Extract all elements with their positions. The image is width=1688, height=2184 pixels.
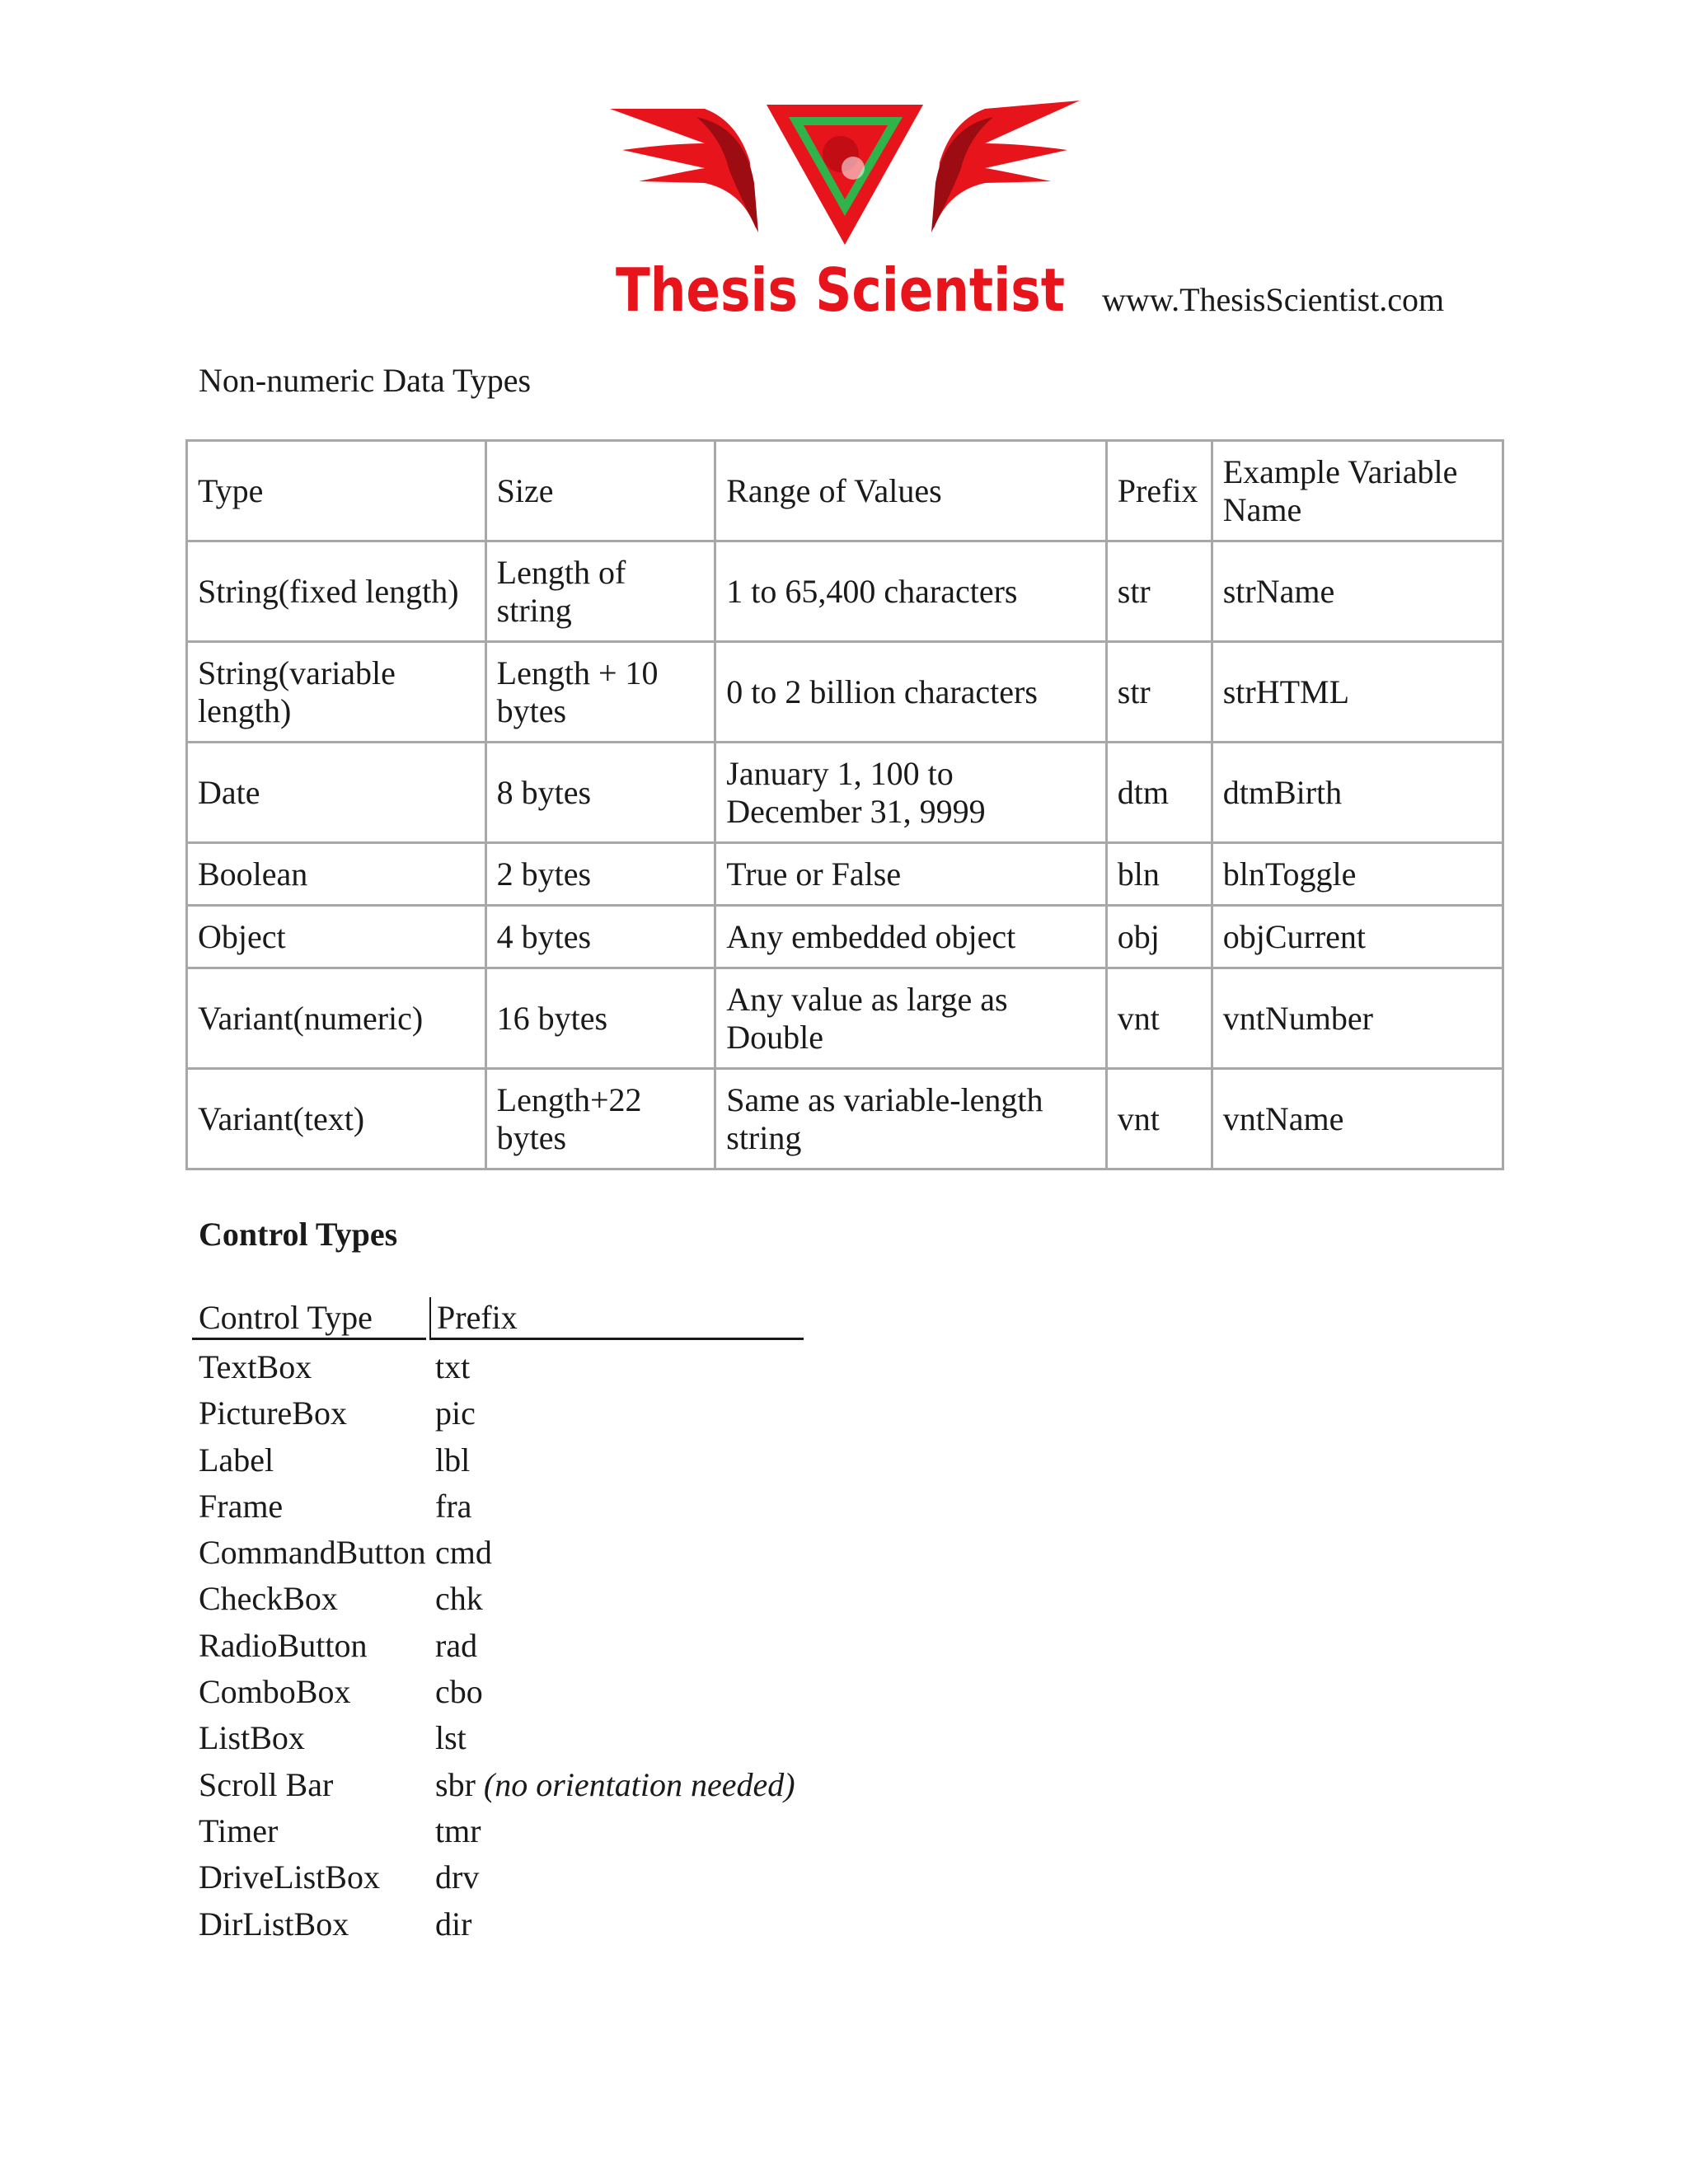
- cell-example: objCurrent: [1213, 907, 1504, 969]
- cell-size: Length of string: [487, 542, 717, 643]
- cell-size: 16 bytes: [487, 969, 717, 1070]
- cell-prefix: dtm: [1108, 743, 1213, 844]
- control-types-list: [199, 1344, 795, 1947]
- control-name: Label: [199, 1441, 274, 1479]
- list-item: [199, 1901, 795, 1947]
- cell-example: vntNumber: [1213, 969, 1504, 1070]
- control-name: Timer: [199, 1811, 279, 1849]
- cell-range: 0 to 2 billion characters: [716, 643, 1108, 743]
- control-prefix: fra: [435, 1487, 472, 1525]
- control-prefix: chk: [435, 1580, 483, 1618]
- cell-type: String(fixed length): [188, 542, 487, 643]
- header-cell-range: Range of Values: [716, 442, 1108, 542]
- cell-example: strHTML: [1213, 643, 1504, 743]
- list-item: [199, 1854, 795, 1900]
- control-type-column-header: Control Type: [192, 1297, 426, 1340]
- control-name: Scroll Bar: [199, 1765, 334, 1803]
- list-item: [199, 1390, 795, 1436]
- cell-size: Length+22 bytes: [487, 1070, 717, 1170]
- cell-example: strName: [1213, 542, 1504, 643]
- cell-example: blnToggle: [1213, 844, 1504, 907]
- control-prefix: pic: [435, 1394, 476, 1432]
- control-name: CommandButton: [199, 1534, 426, 1572]
- control-name: TextBox: [199, 1348, 312, 1385]
- header-cell-type: Type: [188, 442, 487, 542]
- cell-prefix: vnt: [1108, 969, 1213, 1070]
- cell-range: January 1, 100 to December 31, 9999: [716, 743, 1108, 844]
- control-name: ListBox: [199, 1719, 305, 1757]
- cell-prefix: str: [1108, 643, 1213, 743]
- cell-type: String(variable length): [188, 643, 487, 743]
- cell-size: 2 bytes: [487, 844, 717, 907]
- control-prefix: rad: [435, 1626, 478, 1664]
- control-prefix: tmr: [435, 1811, 481, 1849]
- list-item: [199, 1530, 795, 1576]
- control-name: ComboBox: [199, 1673, 351, 1711]
- cell-type: Variant(numeric): [188, 969, 487, 1070]
- control-prefix: lst: [435, 1719, 467, 1757]
- list-item: [199, 1623, 795, 1669]
- cell-range: Same as variable-length string: [716, 1070, 1108, 1170]
- cell-size: 8 bytes: [487, 743, 717, 844]
- cell-prefix: vnt: [1108, 1070, 1213, 1170]
- logo-text: Thesis Scientist: [616, 255, 1065, 325]
- cell-range: Any value as large as Double: [716, 969, 1108, 1070]
- list-item: [199, 1576, 795, 1622]
- left-wing-icon: [610, 109, 758, 232]
- cell-type: Object: [188, 907, 487, 969]
- cell-prefix: obj: [1108, 907, 1213, 969]
- table-row: [188, 907, 1504, 969]
- header-cell-prefix: Prefix: [1108, 442, 1213, 542]
- control-prefix: lbl: [435, 1441, 471, 1479]
- data-types-table: [185, 439, 1504, 1170]
- thesis-scientist-logo: [606, 92, 1084, 323]
- table-row: [188, 1070, 1504, 1170]
- control-prefix: txt: [435, 1348, 471, 1385]
- cell-range: 1 to 65,400 characters: [716, 542, 1108, 643]
- header-cell-example: Example Variable Name: [1213, 442, 1504, 542]
- control-prefix: drv: [435, 1858, 480, 1896]
- cell-size: Length + 10 bytes: [487, 643, 717, 743]
- control-types-title: Control Types: [199, 1216, 398, 1253]
- control-prefix: cmd: [435, 1534, 492, 1572]
- logo-graphic: [606, 92, 1084, 323]
- cell-example: dtmBirth: [1213, 743, 1504, 844]
- table-row: [188, 643, 1504, 743]
- cell-example: vntName: [1213, 1070, 1504, 1170]
- table-row: [188, 542, 1504, 643]
- cell-size: 4 bytes: [487, 907, 717, 969]
- list-item: [199, 1437, 795, 1483]
- control-prefix: sbr: [435, 1765, 476, 1803]
- cell-type: Boolean: [188, 844, 487, 907]
- cell-range: Any embedded object: [716, 907, 1108, 969]
- control-prefix: cbo: [435, 1673, 483, 1711]
- cell-prefix: bln: [1108, 844, 1213, 907]
- prefix-column-header: Prefix: [429, 1297, 804, 1340]
- right-wing-icon: [931, 101, 1080, 232]
- list-item: [199, 1669, 795, 1715]
- table-header-row: [188, 442, 1504, 542]
- header-cell-size: Size: [487, 442, 717, 542]
- data-types-title: Non-numeric Data Types: [199, 362, 532, 399]
- table-row: [188, 969, 1504, 1070]
- cell-type: Variant(text): [188, 1070, 487, 1170]
- website-url[interactable]: www.ThesisScientist.com: [1102, 281, 1445, 318]
- control-name: DirListBox: [199, 1905, 349, 1943]
- list-item: [199, 1762, 795, 1808]
- control-prefix: dir: [435, 1905, 472, 1943]
- control-name: CheckBox: [199, 1580, 338, 1618]
- list-item: [199, 1483, 795, 1530]
- list-item: [199, 1344, 795, 1390]
- cell-type: Date: [188, 743, 487, 844]
- list-item: [199, 1808, 795, 1854]
- control-name: Frame: [199, 1487, 284, 1525]
- table-row: [188, 844, 1504, 907]
- control-name: PictureBox: [199, 1394, 347, 1432]
- cell-prefix: str: [1108, 542, 1213, 643]
- list-item: [199, 1715, 795, 1761]
- control-name: DriveListBox: [199, 1858, 380, 1896]
- table-row: [188, 743, 1504, 844]
- control-name: RadioButton: [199, 1626, 368, 1664]
- control-note: (no orientation needed): [483, 1765, 795, 1803]
- triangle-emblem-icon: [767, 105, 923, 245]
- cell-range: True or False: [716, 844, 1108, 907]
